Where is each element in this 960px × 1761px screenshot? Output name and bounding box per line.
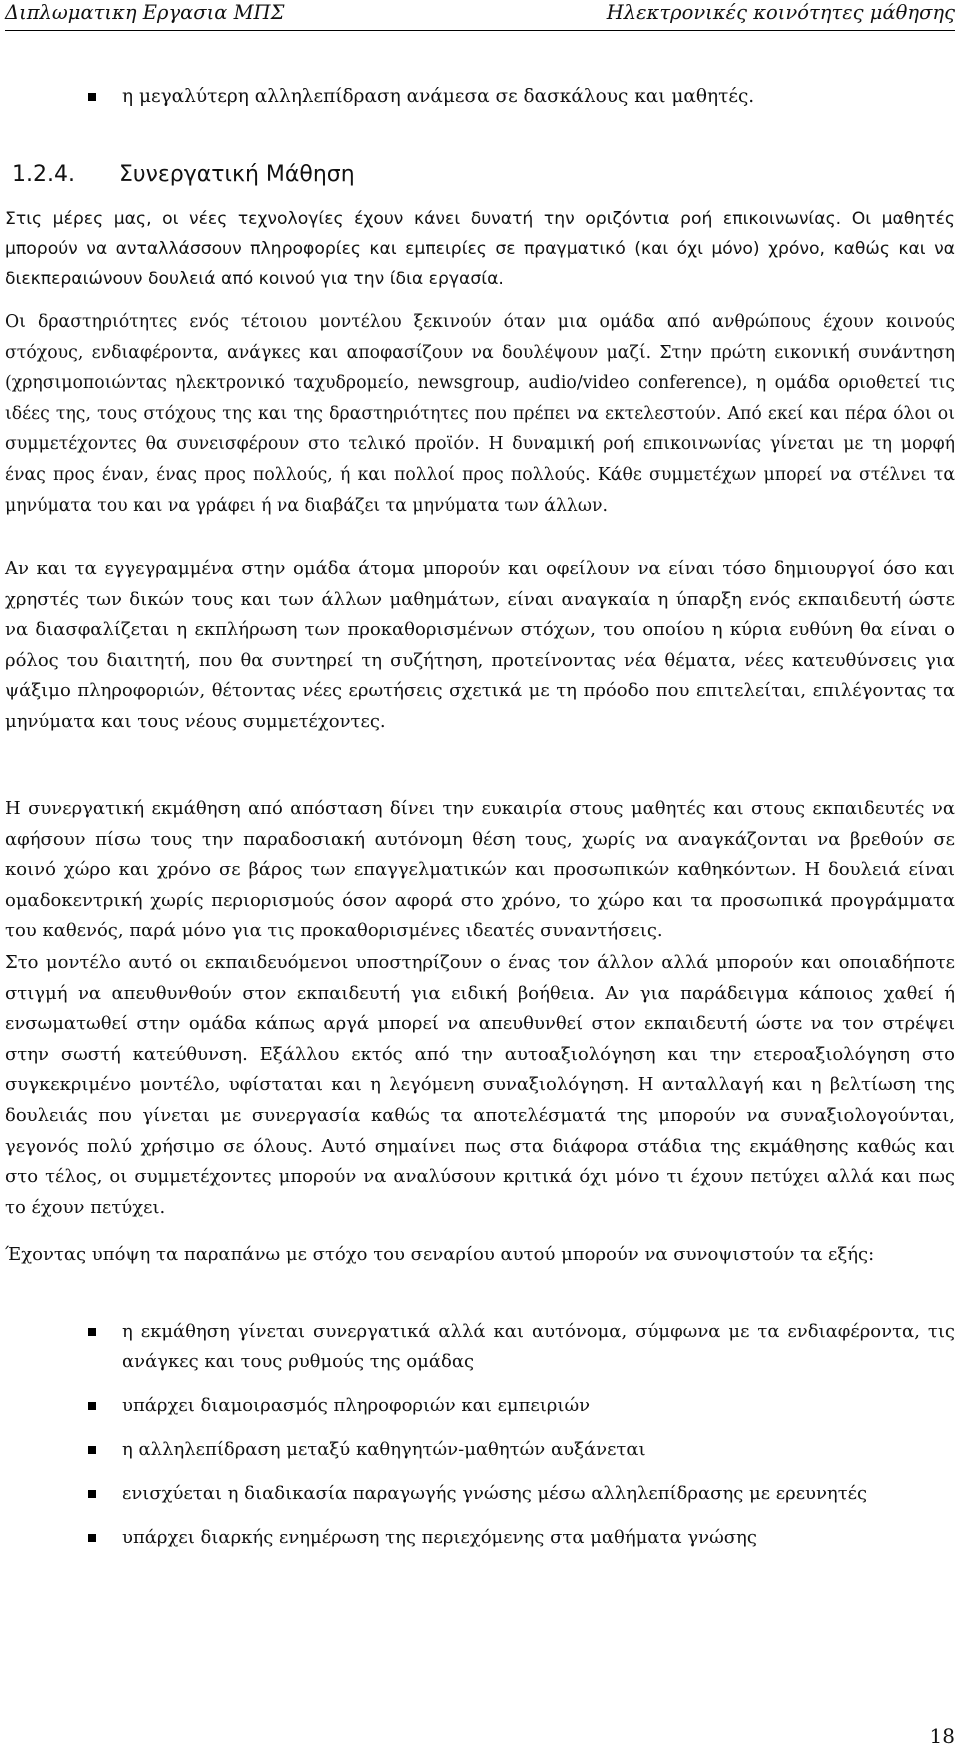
top-bullet-list [88,82,955,112]
list-item [88,1479,955,1509]
list-item-text: υπάρχει διαμοιρασμός πληροφοριών και εμπειριών [122,1395,591,1416]
section-title: Συνεργατική Μάθηση [119,162,355,187]
paragraph: Έχοντας υπόψη τα παραπάνω με στόχο του σεναρίου αυτού μπορούν να συνοψιστούν τα εξής: [5,1244,875,1265]
list-item [88,1523,955,1553]
square-bullet-icon [88,1534,96,1542]
list-item [88,1391,955,1421]
square-bullet-icon [88,1402,96,1410]
list-item-text: ενισχύεται η διαδικασία παραγωγής γνώσης μέσω αλληλεπίδρασης με ερευνητές [122,1483,868,1504]
running-header [5,0,955,31]
list-item [88,1317,955,1377]
list-item [88,1435,955,1465]
list-item-text: η εκμάθηση γίνεται συνεργατικά αλλά και αυτόνομα, σύμφωνα με τα ενδιαφέροντα, τις ανάγκες και τους ρυθμούς της ομάδας [122,1321,955,1372]
square-bullet-icon [88,1328,96,1336]
paragraph: Στο μοντέλο αυτό οι εκπαιδευόμενοι υποστηρίζουν ο ένας τον άλλον αλλά μπορούν και οποιαδήποτε στιγμή να απευθυνθούν στον εκπαιδευτή για ειδική βοήθεια. Αν για παράδειγμα κάποιος χαθεί ή ενσωματωθεί στην ομάδα κάπως αργά μπορεί να απευθυνθεί στον εκπαιδευτή ώστε να τον στρέψει στην σωστή κατεύθυνση. Εξάλλου εκτός από την αυτοαξιολόγηση και την ετεροαξιολόγηση στο συγκεκριμένο μοντέλο, υφίσταται και η λεγόμενη συναξιολόγηση. Η ανταλλαγή και η βελτίωση της δουλειάς που γίνεται με συνεργασία καθώς τα αποτελέσματά της μπορούν να συναξιολογούνται, γεγονός πολύ χρήσιμο σε όλους. Αυτό σημαίνει πως στα διάφορα στάδια της εκμάθησης καθώς και στο τέλος, οι συμμετέχοντες μπορούν να αναλύσουν κριτικά όχι μόνο τι έχουν πετύχει αλλά και πως το έχουν πετύχει. [5,952,955,1218]
section-number: 1.2.4. [12,162,75,187]
section-heading [12,162,355,187]
square-bullet-icon [88,1490,96,1498]
list-item-text: η μεγαλύτερη αλληλεπίδραση ανάμεσα σε δασκάλους και μαθητές. [122,86,755,107]
summary-bullet-list [88,1317,955,1567]
paragraph: Αν και τα εγγεγραμμένα στην ομάδα άτομα μπορούν και οφείλουν να είναι τόσο δημιουργοί όσο και χρηστές των δικών τους και των άλλων μαθημάτων, είναι αναγκαία η ύπαρξη ενός εκπαιδευτή ώστε να διασφαλίζεται η εκπλήρωση των προκαθορισμένων στόχων, του οποίου η κύρια ευθύνη θα είναι ο ρόλος του διαιτητή, που θα συντηρεί τη συζήτηση, προτείνοντας νέα θέματα, νέες κατευθύνσεις για ψάξιμο πληροφοριών, θέτοντας νέες ερωτήσεις σχετικά με τη πρόοδο που επιτελείται, επιλέγοντας τα μηνύματα και τους νέους συμμετέχοντες. [5,558,955,732]
list-item-text: η αλληλεπίδραση μεταξύ καθηγητών-μαθητών αυξάνεται [122,1439,646,1460]
list-item-text: υπάρχει διαρκής ενημέρωση της περιεχόμενης στα μαθήματα γνώσης [122,1527,757,1548]
paragraph: Στις μέρες μας, οι νέες τεχνολογίες έχουν κάνει δυνατή την οριζόντια ροή επικοινωνίας. Οι μαθητές μπορούν να ανταλλάσσουν πληροφορίες και εμπειρίες σε πραγματικό (και όχι μόνο) χρόνο, καθώς και να διεκπεραιώνουν δουλειά από κοινού για την ίδια εργασία. [5,209,955,289]
square-bullet-icon [88,93,96,101]
square-bullet-icon [88,1446,96,1454]
page-number: 18 [929,1724,955,1748]
header-left-title: Διπλωματικη Εργασια ΜΠΣ [5,1,285,24]
paragraph: Οι δραστηριότητες ενός τέτοιου μοντέλου ξεκινούν όταν μια ομάδα από ανθρώπους έχουν κοινούς στόχους, ενδιαφέροντα, ανάγκες και αποφασίζουν να δουλέψουν μαζί. Στην πρώτη εικονική συνάντηση (χρησιμοποιώντας ηλεκτρονικό ταχυδρομείο, newsgroup, audio/video conference), η ομάδα οριοθετεί τις ιδέες της, τους στόχους της και της δραστηριότητες που πρέπει να εκτελεστούν. Από εκεί και πέρα όλοι οι συμμετέχοντες θα συνεισφέρουν στο τελικό προϊόν. Η δυναμική ροή επικοινωνίας γίνεται με τη μορφή ένας προς έναν, ένας προς πολλούς, ή και πολλοί προς πολλούς. Κάθε συμμετέχων μπορεί να στέλνει τα μηνύματα του και να γράφει ή να διαβάζει τα μηνύματα των άλλων. [5,312,955,516]
header-right-title: Ηλεκτρονικές κοινότητες μάθησης [606,1,955,24]
list-item [88,82,955,112]
paragraph: Η συνεργατική εκμάθηση από απόσταση δίνει την ευκαιρία στους μαθητές και στους εκπαιδευτές να αφήσουν πίσω τους την παραδοσιακή αυτόνομη θέση τους, χωρίς να αναγκάζονται να βρεθούν σε κοινό χώρο και χρόνο σε βάρος των επαγγελματικών και προσωπικών καθηκόντων. Η δουλειά είναι ομαδοκεντρική χωρίς περιορισμούς όσον αφορά στο χρόνο, το χώρο και τα προσωπικά προγράμματα του καθενός, παρά μόνο για τις προκαθορισμένες ιδεατές συναντήσεις. [5,798,955,942]
